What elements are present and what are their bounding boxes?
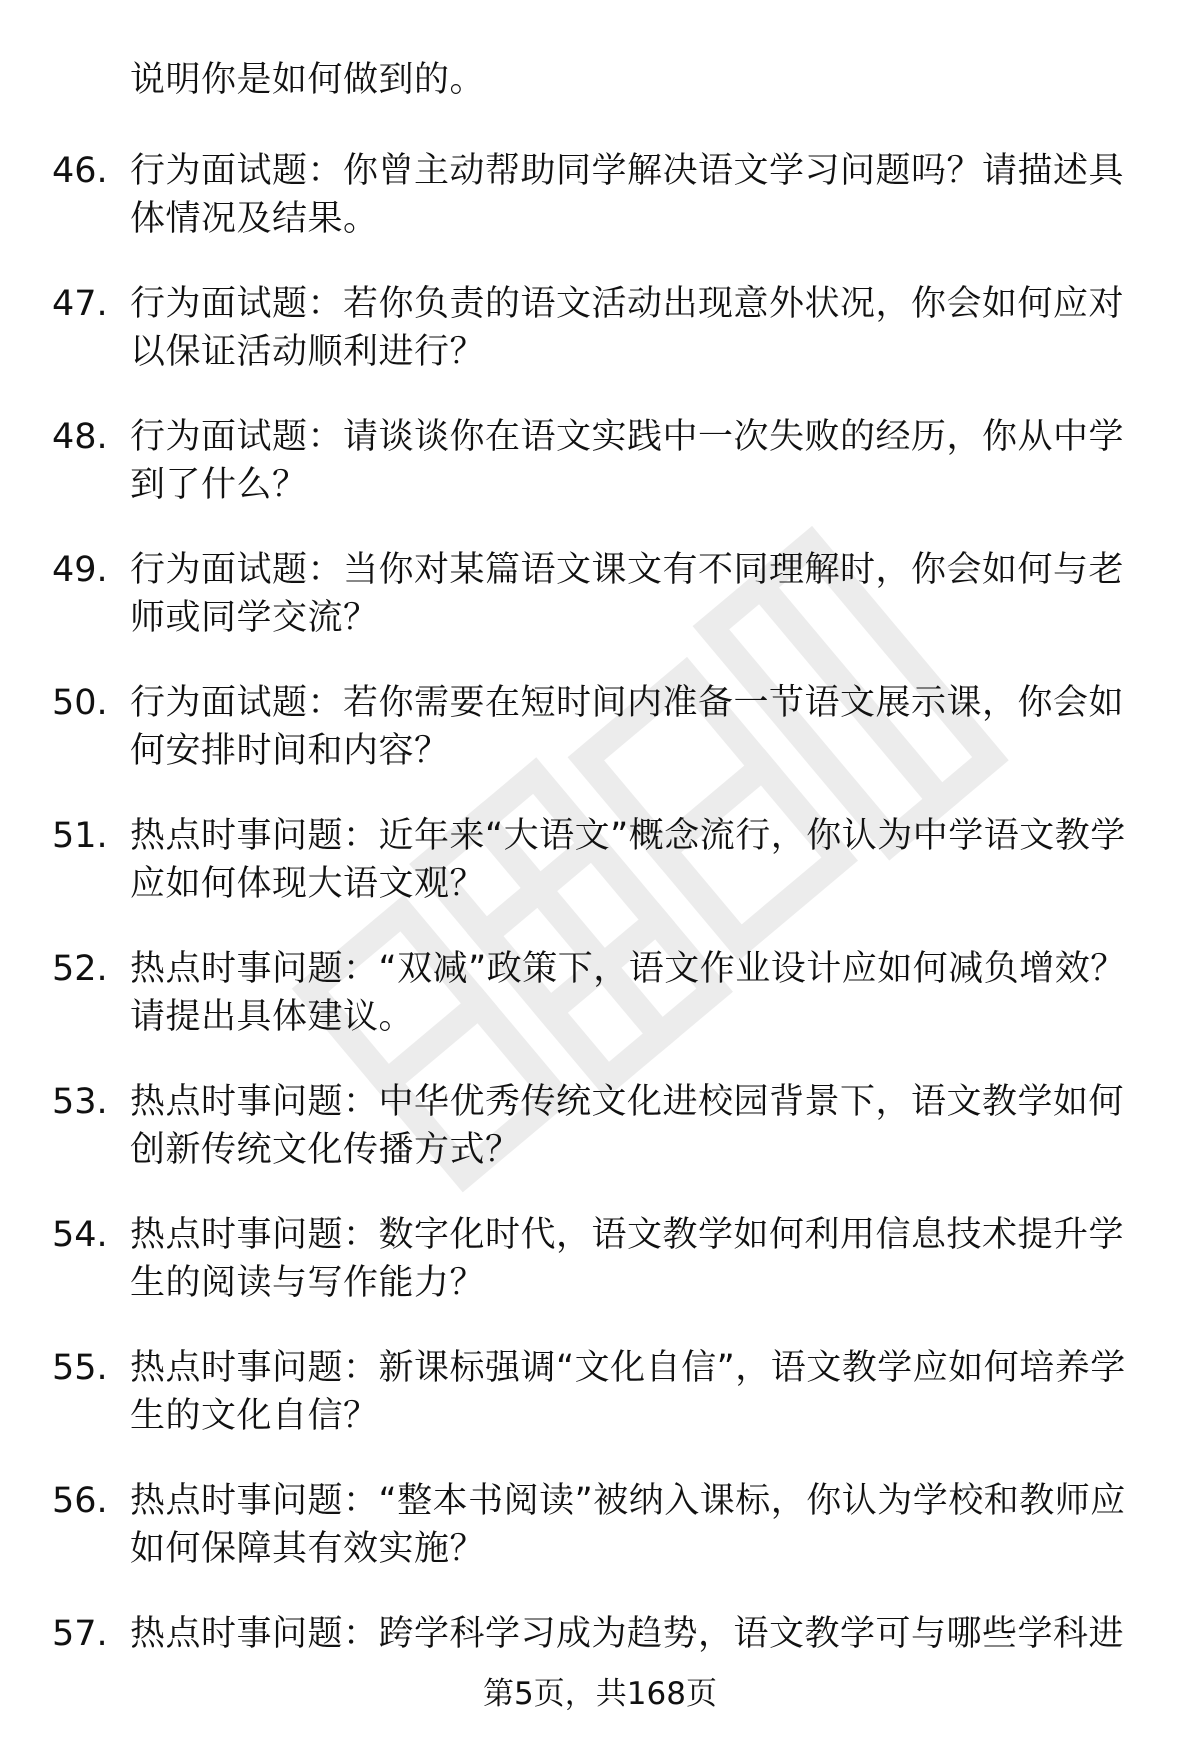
question-text: 行为面试题：若你负责的语文活动出现意外状况，你会如何应对以保证活动顺利进行？ [130,284,1125,372]
question-number: 47. [52,284,108,324]
question-number: 49. [52,550,108,590]
question-item [0,1462,1200,1595]
question-item [0,1063,1200,1196]
continuation-text: 说明你是如何做到的。 [130,60,486,100]
question-list [0,132,1200,1728]
question-number: 50. [52,683,108,723]
question-number: 46. [52,151,108,191]
question-text: 热点时事问题：“整本书阅读”被纳入课标，你认为学校和教师应如何保障其有效实施？ [130,1481,1126,1569]
page-footer: 第5页，共168页 [483,1676,717,1712]
question-item [0,664,1200,797]
question-item [0,132,1200,265]
question-text: 行为面试题：你曾主动帮助同学解决语文学习问题吗？请描述具体情况及结果。 [130,151,1125,239]
question-number: 55. [52,1348,108,1388]
question-item [0,1329,1200,1462]
question-number: 48. [52,417,108,457]
question-text: 行为面试题：请谈谈你在语文实践中一次失败的经历，你从中学到了什么？ [130,417,1125,505]
question-number: 54. [52,1215,108,1255]
question-item [0,531,1200,664]
question-number: 53. [52,1082,108,1122]
question-text: 行为面试题：当你对某篇语文课文有不同理解时，你会如何与老师或同学交流？ [130,550,1125,638]
question-number: 52. [52,949,108,989]
question-text: 热点时事问题：数字化时代，语文教学如何利用信息技术提升学生的阅读与写作能力？ [130,1215,1125,1303]
question-item [0,398,1200,531]
question-text: 行为面试题：若你需要在短时间内准备一节语文展示课，你会如何安排时间和内容？ [130,683,1125,771]
question-item [0,265,1200,398]
question-text: 热点时事问题：中华优秀传统文化进校园背景下，语文教学如何创新传统文化传播方式？ [130,1082,1125,1170]
question-item [0,1196,1200,1329]
question-number: 51. [52,816,108,856]
question-number: 57. [52,1614,108,1654]
question-item [0,930,1200,1063]
question-text: 热点时事问题：近年来“大语文”概念流行，你认为中学语文教学应如何体现大语文观？ [130,816,1126,904]
question-item [0,797,1200,930]
question-text: 热点时事问题：新课标强调“文化自信”，语文教学应如何培养学生的文化自信？ [130,1348,1126,1436]
question-text: 热点时事问题：“双减”政策下，语文作业设计应如何减负增效？请提出具体建议。 [130,949,1126,1037]
question-number: 56. [52,1481,108,1521]
question-text: 热点时事问题：跨学科学习成为趋势，语文教学可与哪些学科进 [130,1614,1125,1654]
